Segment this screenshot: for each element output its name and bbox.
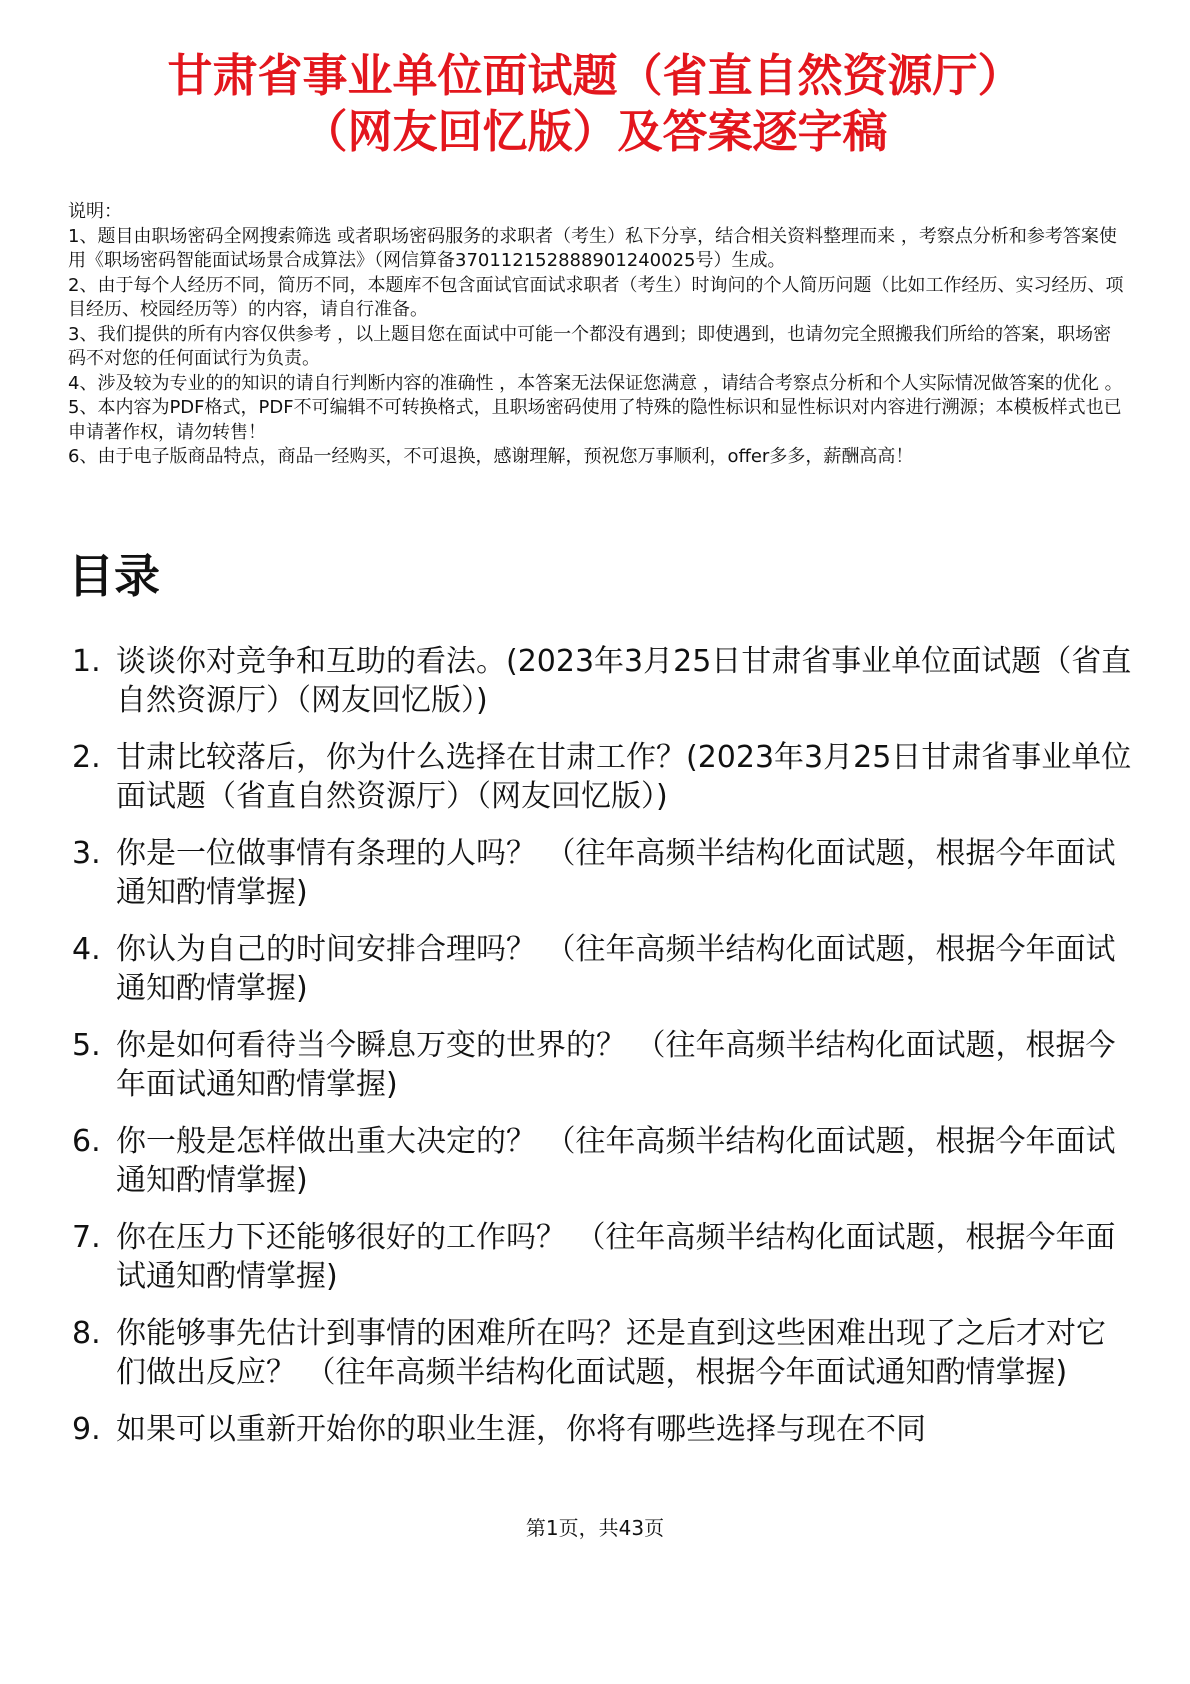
toc-item-text[interactable]: 你认为自己的时间安排合理吗？ （往年高频半结构化面试题，根据今年面试通知酌情掌握): [116, 932, 1116, 1006]
toc-item-number: 8.: [72, 1316, 101, 1351]
toc-item[interactable]: [72, 1026, 1132, 1104]
toc-item-text[interactable]: 你是一位做事情有条理的人吗？ （往年高频半结构化面试题，根据今年面试通知酌情掌握): [116, 836, 1116, 910]
toc-item-text[interactable]: 甘肃比较落后，你为什么选择在甘肃工作？(2023年3月25日甘肃省事业单位面试题（省直自然资源厅）（网友回忆版）): [116, 740, 1132, 814]
toc-item[interactable]: [72, 1122, 1132, 1200]
toc-item[interactable]: [72, 1410, 1132, 1449]
toc-item-text[interactable]: 你能够事先估计到事情的困难所在吗？还是直到这些困难出现了之后才对它们做出反应？ （往年高频半结构化面试题，根据今年面试通知酌情掌握): [116, 1316, 1106, 1390]
toc-item-number: 4.: [72, 932, 101, 967]
toc-item-text[interactable]: 谈谈你对竞争和互助的看法。(2023年3月25日甘肃省事业单位面试题（省直自然资源厅）（网友回忆版）): [116, 644, 1132, 718]
title-line-2: （网友回忆版）及答案逐字稿: [302, 105, 888, 158]
note-item: 4、涉及较为专业的的知识的请自行判断内容的准确性 ，本答案无法保证您满意 ，请结合考察点分析和个人实际情况做答案的优化 。: [68, 372, 1123, 394]
note-item: 2、由于每个人经历不同，简历不同，本题库不包含面试官面试求职者（考生）时询问的个人简历问题（比如工作经历、实习经历、项目经历、校园经历等）的内容，请自行准备。: [68, 274, 1124, 320]
notes-section: [68, 200, 1128, 470]
toc-item-number: 3.: [72, 836, 101, 871]
note-item: 3、我们提供的所有内容仅供参考 ，以上题目您在面试中可能一个都没有遇到；即使遇到，也请勿完全照搬我们所给的答案，职场密码不对您的任何面试行为负责。: [68, 323, 1112, 369]
note-item: 5、本内容为PDF格式，PDF不可编辑不可转换格式，且职场密码使用了特殊的隐性标识和显性标识对内容进行溯源；本模板样式也已申请著作权，请勿转售！: [68, 397, 1122, 443]
title-line-1: 甘肃省事业单位面试题（省直自然资源厅）: [167, 49, 1023, 102]
toc-heading: 目录: [68, 549, 160, 603]
toc-item[interactable]: [72, 930, 1132, 1008]
toc-item-number: 2.: [72, 740, 101, 775]
toc-item-number: 6.: [72, 1124, 101, 1159]
notes-heading: 说明：: [68, 201, 122, 222]
toc-item[interactable]: [72, 834, 1132, 912]
toc-item-text[interactable]: 你一般是怎样做出重大决定的？ （往年高频半结构化面试题，根据今年面试通知酌情掌握): [116, 1124, 1116, 1198]
toc-item-text[interactable]: 你在压力下还能够很好的工作吗？ （往年高频半结构化面试题，根据今年面试通知酌情掌握): [116, 1220, 1116, 1294]
toc-item[interactable]: [72, 1314, 1132, 1392]
toc-item-number: 5.: [72, 1028, 101, 1063]
toc-item-text[interactable]: 如果可以重新开始你的职业生涯，你将有哪些选择与现在不同: [116, 1412, 926, 1447]
note-item: 6、由于电子版商品特点，商品一经购买，不可退换，感谢理解，预祝您万事顺利，offer多多，薪酬高高！: [68, 446, 914, 467]
toc-item-text[interactable]: 你是如何看待当今瞬息万变的世界的？ （往年高频半结构化面试题，根据今年面试通知酌情掌握): [116, 1028, 1116, 1102]
toc-item-number: 7.: [72, 1220, 101, 1255]
page-number: 第1页，共43页: [525, 1516, 665, 1540]
toc-item-number: 9.: [72, 1412, 101, 1447]
note-item: 1、题目由职场密码全网搜索筛选 或者职场密码服务的求职者（考生）私下分享，结合相关资料整理而来 ，考察点分析和参考答案使用《职场密码智能面试场景合成算法》（网信算备370112152888901240025号）生成。: [68, 225, 1117, 271]
toc-list: [72, 642, 1132, 1467]
toc-item[interactable]: [72, 642, 1132, 720]
toc-item-number: 1.: [72, 644, 101, 679]
document-title: [0, 48, 1190, 160]
toc-item[interactable]: [72, 738, 1132, 816]
toc-item[interactable]: [72, 1218, 1132, 1296]
